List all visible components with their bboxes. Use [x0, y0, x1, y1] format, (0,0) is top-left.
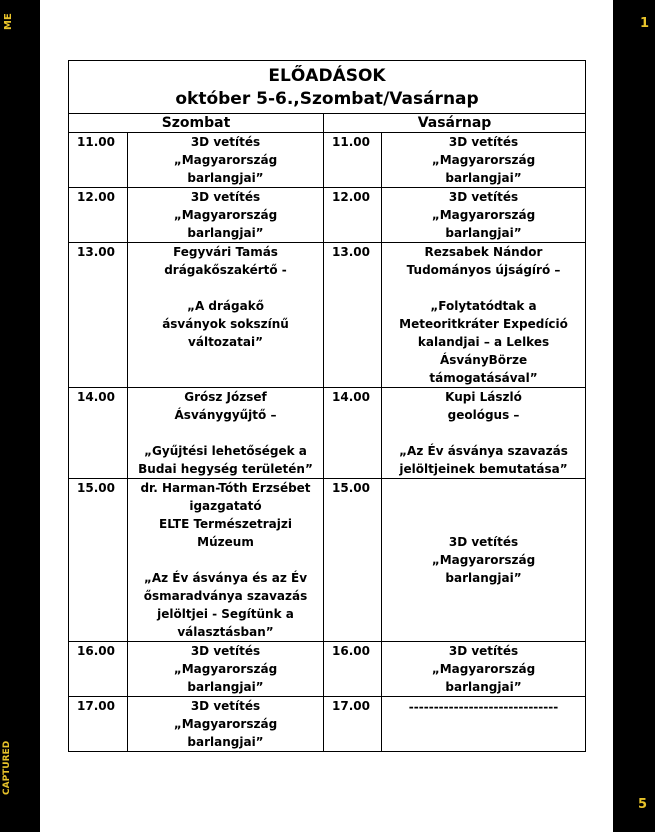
saturday-time: 17.00 — [69, 697, 128, 752]
sunday-time: 12.00 — [324, 188, 382, 243]
sunday-program-line: „Magyarország — [431, 208, 536, 222]
saturday-program-line: „Magyarország — [173, 208, 278, 222]
sunday-program — [382, 388, 586, 479]
sunday-program-line: kalandjai – a Lelkes — [417, 335, 550, 349]
film-edge-number-bottom-right: 5 — [637, 797, 647, 812]
saturday-program-line: jelöltjei - Segítünk a — [157, 607, 294, 621]
blank-line — [131, 551, 320, 569]
sunday-program-line: barlangjai” — [445, 226, 522, 240]
saturday-program-line: „Gyűjtési lehetőségek a — [144, 444, 307, 458]
saturday-program — [128, 388, 324, 479]
sunday-program — [382, 188, 586, 243]
sunday-program-line: 3D vetítés — [448, 135, 519, 149]
sunday-program-line: barlangjai” — [445, 171, 522, 185]
schedule-row — [69, 388, 586, 479]
saturday-header: Szombat — [69, 114, 324, 133]
sunday-program-line: jelöltjeinek bemutatása” — [399, 462, 568, 476]
sunday-program-line: barlangjai” — [445, 680, 522, 694]
film-edge-label-bottom-left: CAPTURED — [2, 740, 12, 795]
sunday-program-line: 3D vetítés — [448, 535, 519, 549]
sunday-time: 17.00 — [324, 697, 382, 752]
sunday-program-line: „Az Év ásványa szavazás — [399, 444, 568, 458]
saturday-program-line: Grósz József — [184, 390, 267, 404]
blank-line — [131, 424, 320, 442]
saturday-program-line: Budai hegység területén” — [138, 462, 313, 476]
saturday-program — [128, 642, 324, 697]
schedule-row — [69, 188, 586, 243]
saturday-program-line: ELTE Természetrajzi — [159, 517, 292, 531]
saturday-program-line: „Az Év ásványa és az Év — [143, 571, 308, 585]
saturday-time: 14.00 — [69, 388, 128, 479]
schedule-row — [69, 133, 586, 188]
sunday-program-line: „Folytatódtak a — [430, 299, 537, 313]
saturday-program — [128, 697, 324, 752]
schedule-title: ELŐADÁSOK — [268, 66, 386, 86]
saturday-time: 12.00 — [69, 188, 128, 243]
saturday-program-line: ásványok sokszínű — [162, 317, 289, 331]
saturday-program-line: 3D vetítés — [190, 190, 261, 204]
sunday-program-line: geológus – — [447, 408, 520, 422]
saturday-program-line: dr. Harman-Tóth Erzsébet — [140, 481, 311, 495]
sunday-program-line: Tudományos újságíró – — [406, 263, 561, 277]
film-strip-right — [613, 0, 655, 832]
saturday-program-line: „A drágakő — [187, 299, 264, 313]
saturday-program-line: barlangjai” — [187, 680, 264, 694]
sunday-program — [382, 243, 586, 388]
sunday-program-line: 3D vetítés — [448, 190, 519, 204]
saturday-program-line: Múzeum — [197, 535, 254, 549]
sunday-time: 13.00 — [324, 243, 382, 388]
saturday-program-line: ősmaradványa szavazás — [143, 589, 308, 603]
sunday-program — [382, 479, 586, 642]
title-row — [69, 61, 586, 114]
saturday-time: 11.00 — [69, 133, 128, 188]
dashed-placeholder: ------------------------------ — [408, 700, 559, 714]
day-header-row — [69, 114, 586, 133]
schedule-row — [69, 479, 586, 642]
sunday-time: 16.00 — [324, 642, 382, 697]
saturday-program-line: 3D vetítés — [190, 135, 261, 149]
saturday-program-line: változatai” — [188, 335, 263, 349]
title-cell — [69, 61, 586, 114]
sunday-program-line: barlangjai” — [445, 571, 522, 585]
saturday-program — [128, 133, 324, 188]
saturday-program-line: Fegyvári Tamás — [173, 245, 278, 259]
sunday-program-line: 3D vetítés — [448, 644, 519, 658]
sunday-program-line: támogatásával” — [429, 371, 538, 385]
saturday-program-line: drágakőszakértő - — [164, 263, 287, 277]
saturday-program-line: barlangjai” — [187, 171, 264, 185]
saturday-program-line: barlangjai” — [187, 226, 264, 240]
saturday-program-line: „Magyarország — [173, 717, 278, 731]
sunday-program-line: ÁsványBörze — [439, 353, 528, 367]
schedule-row — [69, 243, 586, 388]
saturday-time: 15.00 — [69, 479, 128, 642]
blank-line — [131, 279, 320, 297]
saturday-program-line: 3D vetítés — [190, 699, 261, 713]
sunday-header: Vasárnap — [324, 114, 586, 133]
schedule-row — [69, 697, 586, 752]
saturday-program-line: Ásványgyűjtő – — [174, 408, 277, 422]
saturday-program — [128, 188, 324, 243]
saturday-program-line: igazgatató — [189, 499, 262, 513]
saturday-program-line: barlangjai” — [187, 735, 264, 749]
sunday-program — [382, 697, 586, 752]
sunday-time: 15.00 — [324, 479, 382, 642]
saturday-time: 16.00 — [69, 642, 128, 697]
film-strip-left — [0, 0, 40, 832]
saturday-program-line: választásban” — [177, 625, 274, 639]
sunday-program — [382, 133, 586, 188]
schedule-row — [69, 642, 586, 697]
saturday-program-line: „Magyarország — [173, 153, 278, 167]
saturday-time: 13.00 — [69, 243, 128, 388]
sunday-program — [382, 642, 586, 697]
sunday-program-line: Rezsabek Nándor — [424, 245, 543, 259]
sunday-program-line: Meteoritkráter Expedíció — [399, 317, 568, 331]
blank-line — [385, 424, 582, 442]
sunday-program-line: Kupi László — [445, 390, 522, 404]
sunday-time: 11.00 — [324, 133, 382, 188]
schedule-table — [68, 60, 586, 752]
schedule-subtitle: október 5-6.,Szombat/Vasárnap — [175, 89, 479, 109]
sunday-program-line: „Magyarország — [431, 553, 536, 567]
sunday-time: 14.00 — [324, 388, 382, 479]
saturday-program — [128, 243, 324, 388]
sunday-program-line: „Magyarország — [431, 662, 536, 676]
sunday-program-line: „Magyarország — [431, 153, 536, 167]
saturday-program — [128, 479, 324, 642]
saturday-program-line: 3D vetítés — [190, 644, 261, 658]
blank-line — [385, 279, 582, 297]
film-edge-label-top-left: ME — [3, 13, 14, 30]
film-edge-number-top-right: 1 — [639, 16, 649, 31]
saturday-program-line: „Magyarország — [173, 662, 278, 676]
